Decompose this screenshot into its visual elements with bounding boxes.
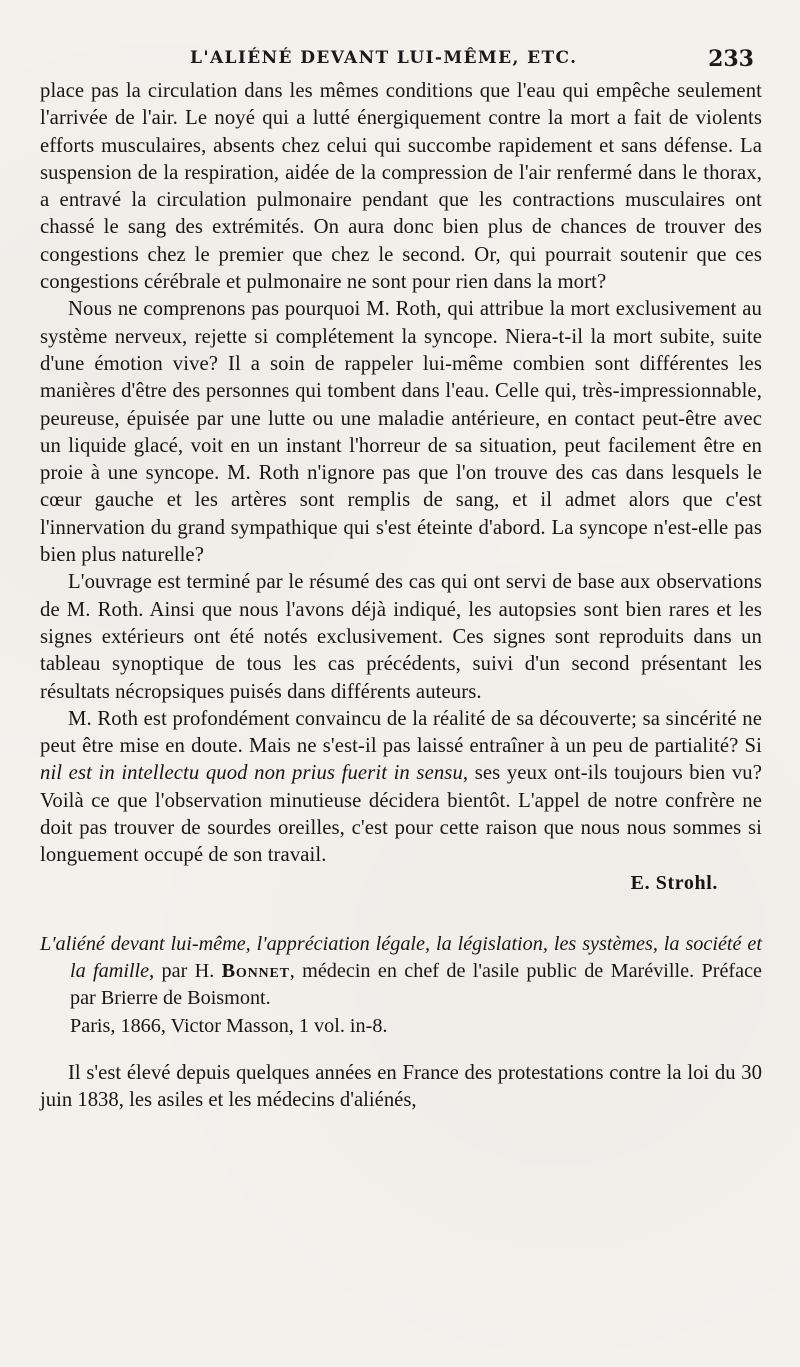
- paragraph-syncope: Nous ne comprenons pas pourquoi M. Roth, qui attribue la mort exclusivement au système nerveux, rejette si complétement la syncope. Niera-t-il la mort subite, suite d'une émotion vive? Il a soin de rappeler lui-même combien sont différentes les manières d'être des personnes qui tombent dans l'eau. Celle qui, très-impressionnable, peureuse, épuisée par une lutte ou une maladie antérieure, en contact peut-être avec un liquide glacé, voit en un instant l'horreur de sa situation, peut facilement être en proie à une syncope. M. Roth n'ignore pas que l'on trouve des cas dans lesquels le cœur gauche et les artères sont remplis de sang, et il admet alors que c'est l'innervation du grand sympathique qui s'est éteinte d'abord. La syncope n'est-elle pas bien plus naturelle?: [40, 298, 762, 567]
- paragraph-conclusion-of-work: L'ouvrage est terminé par le résumé des cas qui ont servi de base aux observations de M. Roth. Ainsi que nous l'avons déjà indiqué, les autopsies sont bien rares et les signes extérieurs ont été notés exclusivement. Ces signes sont reproduits dans un tableau synoptique de tous les cas précédents, suivi d'un second présentant les résultats nécropsiques puisés dans différents auteurs.: [40, 571, 762, 703]
- reviewed-book-title: L'aliéné devant lui-même, l'appréciation légale, la législation, les systèmes, la société et la famille: [40, 932, 762, 982]
- publication-info: Paris, 1866, Victor Masson, 1 vol. in-8.: [70, 1014, 388, 1037]
- closing-text: [40, 1060, 762, 1115]
- review-heading: [40, 931, 762, 1040]
- paragraph-protestations: Il s'est élevé depuis quelques années en France des protestations contre la loi du 30 juin 1838, les asiles et les médecins d'aliénés,: [40, 1061, 762, 1112]
- paragraph-roth-conviction: [40, 706, 762, 870]
- paragraph-4-end: , ses yeux ont-ils toujours bien vu? Voilà ce que l'observation minutieuse décidera bientôt. L'appel de notre confrère ne doit pas trouver de sourdes oreilles, c'est pour cette raison que nous nous sommes si longuement occupé de son travail.: [40, 762, 762, 867]
- page-number: 233: [708, 46, 754, 72]
- running-header: [40, 38, 762, 78]
- reviewed-author: Bonnet: [221, 959, 290, 982]
- paragraph-4-start: M. Roth est profondément convaincu de la réalité de sa découverte; sa sincérité ne peut être mise en doute. Mais ne s'est-il pas laissé entraîner à un peu de partialité? Si: [40, 707, 762, 758]
- running-title: L'ALIÉNÉ DEVANT LUI-MÊME, ETC.: [190, 48, 578, 68]
- author-signature: E. Strohl.: [630, 871, 718, 894]
- paragraph-continuation: place pas la circulation dans les mêmes conditions que l'eau qui empêche seulement l'arrivée de l'air. Le noyé qui a lutté énergiquement contre la mort a fait de violents efforts musculaires, absents chez celui qui succombe rapidement et sans défense. La suspension de la respiration, aidée de la compression de l'air renfermé dans le thorax, a entravé la circulation pulmonaire pendant que les contractions musculaires ont chassé le sang des extrémités. On aura donc bien plus de chances de trouver des congestions chez le premier que chez le second. Or, qui pourrait soutenir que ces congestions cérébrale et pulmonaire ne sont pour rien dans la mort?: [40, 80, 762, 294]
- review-details: , médecin en chef de l'asile public de Maréville. Préface par Brierre de Boismont.: [70, 959, 763, 1010]
- main-text: [40, 78, 762, 870]
- review-by: , par H.: [149, 959, 222, 982]
- latin-quote: nil est in intellectu quod non prius fuerit in sensu: [40, 762, 463, 785]
